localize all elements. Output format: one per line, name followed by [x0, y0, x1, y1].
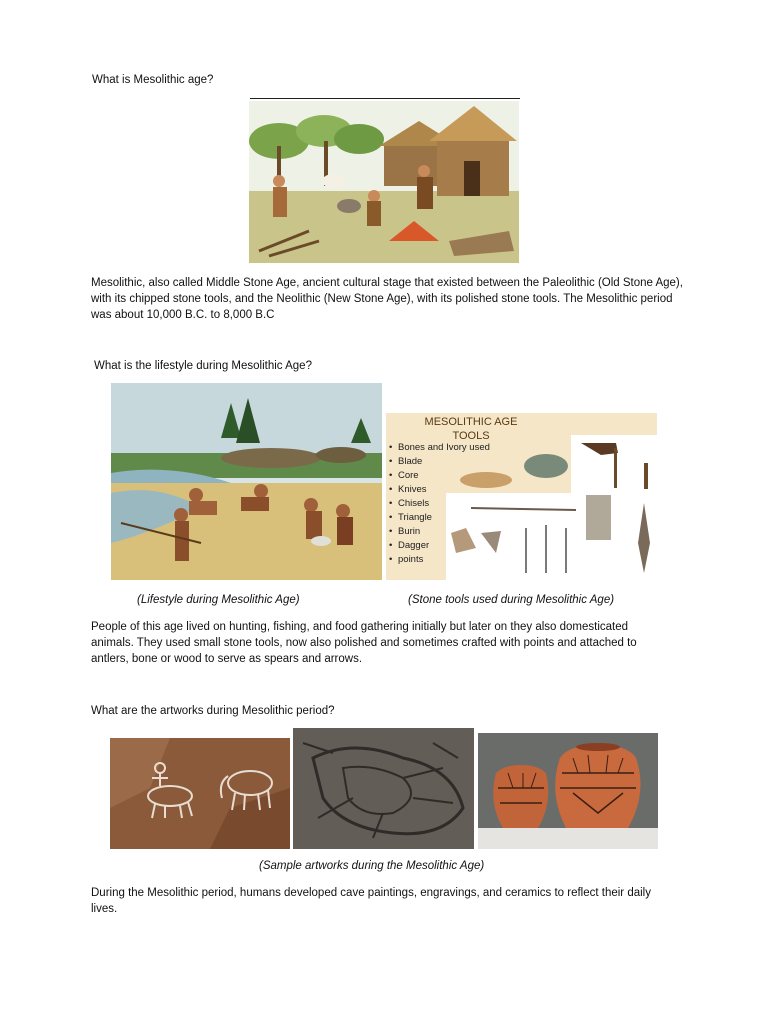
- slide-list-item: Knives: [398, 484, 427, 495]
- slide-title-line2: TOOLS: [452, 430, 490, 442]
- divider-line: [250, 98, 520, 99]
- caption-artworks: (Sample artworks during the Mesolithic Age): [259, 860, 485, 872]
- question-mesolithic-age: What is Mesolithic age?: [92, 74, 214, 86]
- cave-painting-image: [110, 738, 290, 849]
- slide-list-bullet: •: [389, 554, 393, 565]
- slide-title-line1: MESOLITHIC AGE: [424, 416, 518, 428]
- slide-list-item: Bones and Ivory used: [398, 442, 490, 453]
- village-illustration: [249, 101, 519, 263]
- paragraph-artworks: During the Mesolithic period, humans developed cave paintings, engravings, and ceramics to reflect their daily lives.: [91, 887, 651, 915]
- slide-list-item: Blade: [398, 456, 423, 467]
- slide-list-item: Triangle: [398, 512, 432, 523]
- caption-lifestyle: (Lifestyle during Mesolithic Age): [137, 594, 300, 606]
- tools-slide: [386, 413, 657, 580]
- slide-list-item: Dagger: [398, 540, 430, 551]
- slide-list-item: Chisels: [398, 498, 430, 509]
- question-artworks: What are the artworks during Mesolithic period?: [91, 705, 335, 717]
- slide-list-bullet: •: [389, 498, 393, 509]
- slide-list-item: Core: [398, 470, 419, 481]
- slide-list-item: points: [398, 554, 424, 565]
- rock-engraving-image: [293, 728, 474, 849]
- slide-list-bullet: •: [389, 442, 393, 453]
- slide-list-bullet: •: [389, 456, 393, 467]
- paragraph-definition: Mesolithic, also called Middle Stone Age, ancient cultural stage that existed between the Paleolithic (Old Stone Age), with its chipped stone tools, and the Neolithic (New Stone Age), with its polished stone tools. The Mesolithic period was about 10,000 B.C. to 8,000 B.C: [91, 277, 683, 321]
- slide-list-bullet: •: [389, 512, 393, 523]
- caption-stone-tools: (Stone tools used during Mesolithic Age): [408, 594, 615, 606]
- paragraph-lifestyle: People of this age lived on hunting, fishing, and food gathering initially but later on they also domesticated animals. They used small stone tools, now also polished and sometimes crafted with points and attached to antlers, bone or wood to serve as spears and arrows.: [91, 621, 637, 665]
- lifestyle-illustration: [111, 383, 382, 580]
- slide-list-bullet: •: [389, 470, 393, 481]
- slide-list-bullet: •: [389, 526, 393, 537]
- slide-list-bullet: •: [389, 540, 393, 551]
- question-lifestyle: What is the lifestyle during Mesolithic Age?: [94, 360, 312, 372]
- slide-list-bullet: •: [389, 484, 393, 495]
- slide-list-item: Burin: [398, 526, 421, 537]
- pottery-image: [478, 733, 658, 849]
